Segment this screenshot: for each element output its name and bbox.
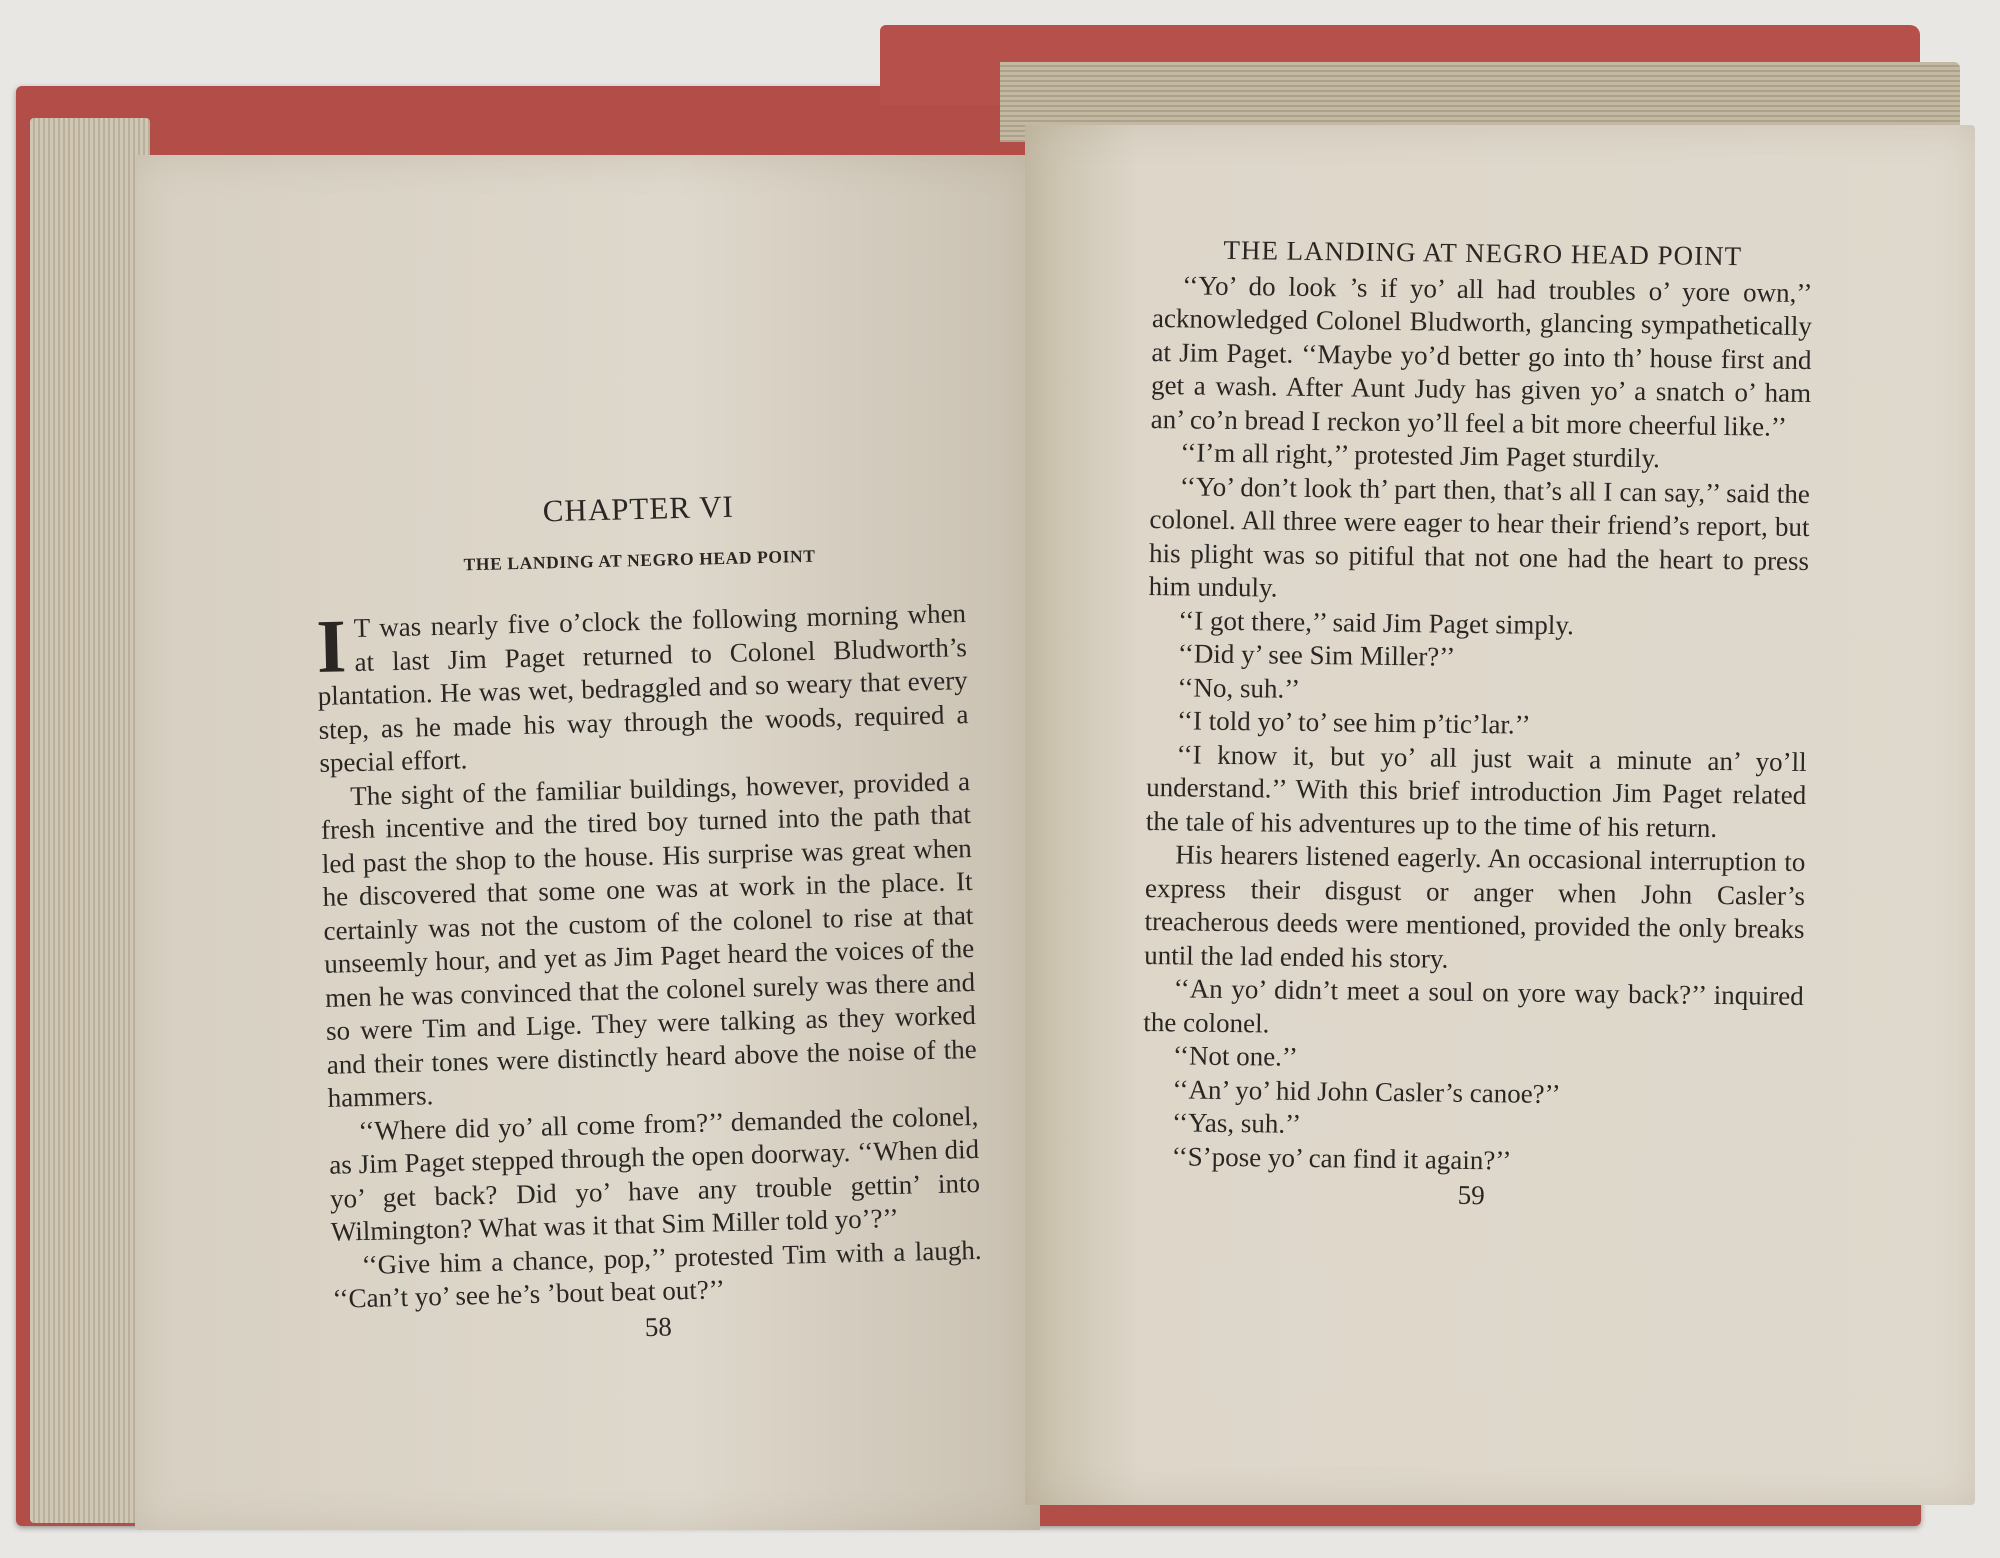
paragraph: ‘‘Give him a chance, pop,’’ protested Tim with a laugh. ‘‘Can’t yo’ see he’s ’bout beat out?’’ — [332, 1234, 982, 1314]
page-edges-left — [30, 118, 150, 1523]
chapter-title: CHAPTER VI — [542, 488, 735, 529]
drop-cap: I — [315, 604, 348, 689]
paragraph: ‘‘Yo’ do look ’s if yo’ all had troubles o’ yore own,’’ acknowledged Colonel Bludworth, glancing sympathetically at Jim Paget. ‘‘Maybe yo’d better go into th’ house first and get a wash. After Aunt Judy has given yo’ a snatch o’ ham an’ co’n bread I reckon yo’ll feel a bit more cheerful like.’’ — [1150, 269, 1813, 442]
paragraph-text: T was nearly five o’clock the following morning when at last Jim Paget returned to Colonel Bludworth’s plantation. He was wet, bedraggled and so weary that every step, as he made his way through the woods, required a special effort. — [317, 598, 969, 778]
paragraph: ‘‘Yo’ don’t look th’ part then, that’s all I can say,’’ said the colonel. All three were eager to hear their friend’s report, but his plight was so pitiful that not one had the heart to press him unduly. — [1148, 470, 1811, 603]
paragraph: ‘‘I’m all right,’’ protested Jim Paget sturdily. — [1180, 437, 1661, 474]
paragraph: ‘‘An yo’ didn’t meet a soul on yore way back?’’ inquired the colonel. — [1143, 973, 1804, 1038]
paragraph: ‘‘I told yo’ to’ see him p’tic’lar.’’ — [1176, 705, 1531, 740]
right-page — [1025, 125, 1975, 1505]
paragraph: His hearers listened eagerly. An occasional interruption to express their disgust or anger when John Casler’s treacherous deeds were mentioned, provided the only breaks until the lad ended his story. — [1144, 839, 1806, 974]
paragraph: ‘‘An’ yo’ hid John Casler’s canoe?’’ — [1172, 1073, 1561, 1109]
page-number: 59 — [1457, 1179, 1485, 1211]
paragraph: ‘‘Not one.’’ — [1172, 1040, 1299, 1072]
paragraph — [316, 597, 970, 780]
paragraph: The sight of the familiar buildings, however, provided a fresh incentive and the tired boy turned into the path that led past the shop to the house. His surprise was great when he discovered that some one was at work in the place. It certainly was not the custom of the colonel to rise at that unseemly hour, and yet as Jim Paget heard the voices of the men he was convinced that the colonel surely was there and so were Tim and Lige. They were talking as they worked and their tones were distinctly heard above the noise of the hammers. — [320, 765, 977, 1113]
paragraph: ‘‘I got there,’’ said Jim Paget simply. — [1178, 604, 1575, 640]
paragraph: ‘‘No, suh.’’ — [1177, 671, 1301, 704]
running-head: THE LANDING AT NEGRO HEAD POINT — [1223, 234, 1743, 272]
paragraph: ‘‘Yas, suh.’’ — [1171, 1107, 1302, 1139]
chapter-subtitle: THE LANDING AT NEGRO HEAD POINT — [463, 545, 816, 574]
page-number: 58 — [644, 1310, 673, 1342]
right-page-text — [1141, 233, 1813, 1216]
left-page-text — [313, 484, 984, 1352]
paragraph: ‘‘S’pose yo’ can find it again?’’ — [1171, 1140, 1512, 1175]
paragraph: ‘‘I know it, but yo’ all just wait a minute an’ yo’ll understand.’’ With this brief introduction Jim Paget related the tale of his adventures up to the time of his return. — [1145, 738, 1807, 843]
paragraph: ‘‘Did y’ see Sim Miller?’’ — [1177, 638, 1456, 672]
paragraph: ‘‘Where did yo’ all come from?’’ demanded the colonel, as Jim Paget stepped through the open doorway. ‘‘When did yo’ get back? Did yo’ have any trouble gettin’ into Wilmington? What was it that Sim Miller told yo’?’’ — [328, 1100, 981, 1247]
left-page — [135, 155, 1040, 1530]
